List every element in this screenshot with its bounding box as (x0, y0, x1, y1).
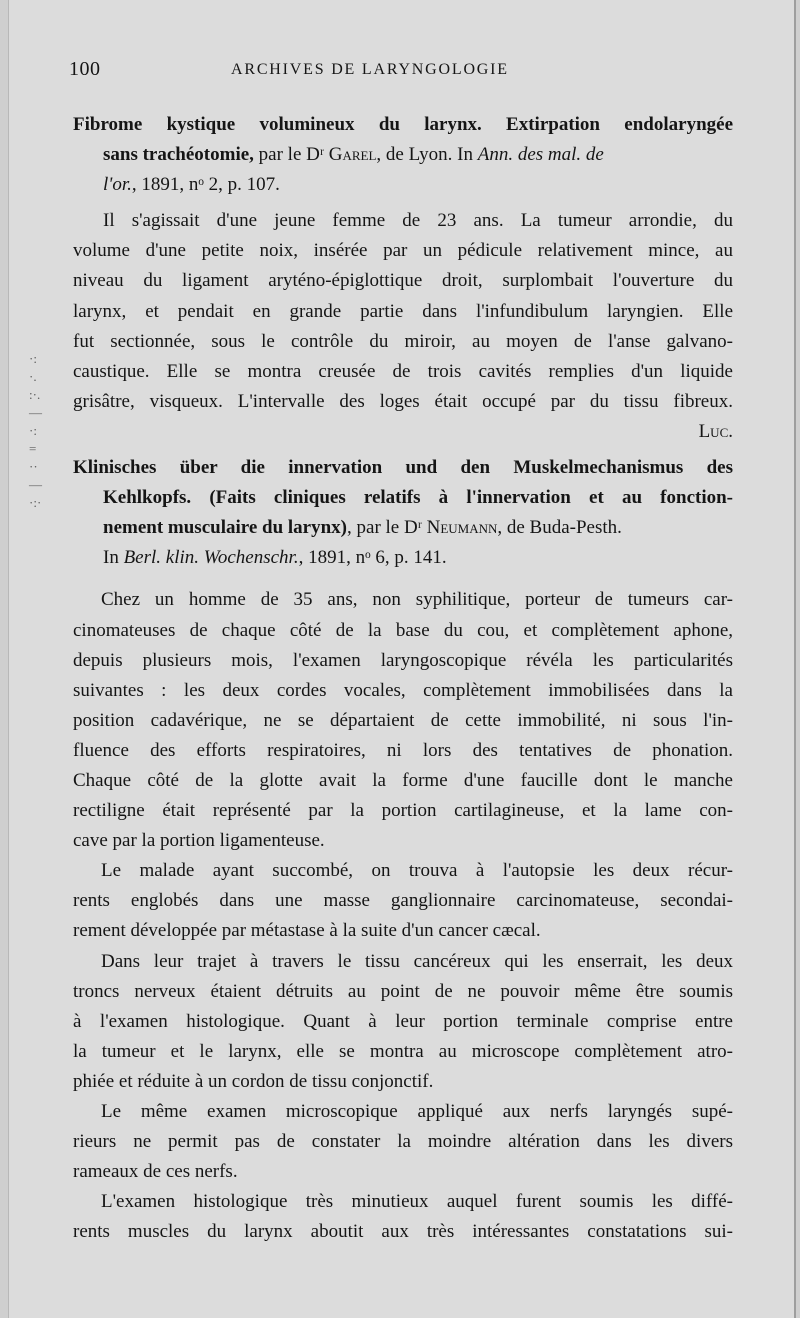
article-2-body-line: suivantes : les deux cordes vocales, complètement immobilisées dans la (73, 679, 733, 701)
article-1-body-line: niveau du ligament aryténo-épiglottique droit, surplombait l'ouverture du (73, 270, 733, 292)
article-1-author: Garel (328, 144, 377, 166)
article-2-body-line: Dans leur trajet à travers le tissu cancéreux qui les enserrait, les deux (101, 950, 733, 972)
article-1-title-line-2 (73, 140, 733, 170)
article-1-citation: , 1891, nᵒ 2, p. 107. (131, 174, 280, 196)
article-1-signature: Luc. (698, 420, 733, 442)
page-header (69, 58, 729, 88)
article-2-body-line: Le malade ayant succombé, on trouva à l'autopsie les deux récur- (101, 860, 733, 882)
article-1-title-line-1: Fibrome kystique volumineux du larynx. Extirpation endolaryngée (73, 114, 733, 135)
article-2-body-line: Le même examen microscopique appliqué aux nerfs laryngés supé- (101, 1101, 733, 1122)
article-2-body-line: L'examen histologique très minutieux auquel furent soumis les diffé- (101, 1191, 733, 1213)
article-2-author: Neumann (426, 517, 498, 539)
article-1-author-suffix: , de Lyon. In (376, 144, 478, 166)
article-1-body-line: Il s'agissait d'une jeune femme de 23 ans. La tumeur arrondie, du (103, 210, 733, 232)
article-2-author-prefix: , par le Dʳ (347, 517, 427, 539)
article-2-citation-line (73, 543, 733, 573)
article-2-body-line: troncs nerveux étaient détruits au point de ne pouvoir même être soumis (73, 980, 733, 1002)
article-2-body-line: cinomateuses de chaque côté de la base du cou, et complètement aphone, (73, 619, 733, 641)
article-2-title-line-3 (73, 513, 733, 543)
article-1 (73, 110, 733, 447)
article-2-title-line-1: Klinisches über die innervation und den Muskelmechanismus des (73, 457, 733, 479)
article-2-journal: Berl. klin. Wochenschr. (123, 547, 299, 569)
running-title: ARCHIVES DE LARYNGOLOGIE (231, 61, 509, 78)
article-2-title-end: nement musculaire du larynx) (103, 517, 348, 539)
page-number: 100 (69, 58, 101, 80)
margin-annotations: ·: ·. :·. — ·: = ·· — ·:· (29, 351, 42, 510)
article-1-title-end: sans trachéotomie, (103, 144, 254, 166)
article-2-body-line: à l'examen histologique. Quant à leur portion terminale comprise entre (73, 1010, 733, 1032)
article-2-body-line: Chaque côté de la glotte avait la forme d'une faucille dont le manche (73, 769, 733, 791)
article-1-citation-line (73, 170, 733, 200)
article-2-body-line: rieurs ne permit pas de constater la moindre altération dans les divers (73, 1131, 733, 1153)
article-2-body-line: fluence des efforts respiratoires, ni lors des tentatives de phonation. (73, 739, 733, 761)
article-1-journal: Ann. des mal. de (477, 144, 604, 166)
article-2-body-line: rents muscles du larynx aboutit aux très intéressantes constatations sui- (73, 1221, 733, 1243)
article-2-body-line: rement développée par métastase à la suite d'un cancer cæcal. (73, 920, 541, 942)
scanned-page (8, 0, 796, 1318)
article-2-citation-prefix: In (103, 547, 124, 569)
article-1-body-line: grisâtre, visqueux. L'intervalle des loges était occupé par du tissu fibreux. (73, 390, 733, 412)
article-2-body-line: rameaux de ces nerfs. (73, 1161, 238, 1183)
article-1-journal-cont: l'or. (103, 174, 132, 196)
article-2-body-line: la tumeur et le larynx, elle se montra au microscope complètement atro- (73, 1040, 733, 1062)
article-2-body-line: depuis plusieurs mois, l'examen laryngoscopique révéla les particularités (73, 649, 733, 671)
article-2-body-line: cave par la portion ligamenteuse. (73, 830, 325, 852)
article-1-body-line: caustique. Elle se montra creusée de trois cavités remplies d'un liquide (73, 360, 733, 382)
article-2 (73, 453, 733, 1247)
article-1-body-line: fut sectionnée, sous le contrôle du miroir, au moyen de l'anse galvano- (73, 330, 733, 352)
article-1-body-line: volume d'une petite noix, insérée par un pédicule relativement mince, au (73, 240, 733, 262)
article-1-body-line: larynx, et pendait en grande partie dans l'infundibulum laryngien. Elle (73, 300, 733, 322)
article-2-author-suffix: , de Buda-Pesth. (497, 517, 622, 539)
article-2-body-line: rectiligne était représenté par la portion cartilagineuse, et la lame con- (73, 800, 733, 822)
text-block (73, 110, 733, 1247)
article-2-body-line: rents englobés dans une masse ganglionnaire carcinomateuse, secondai- (73, 890, 733, 912)
article-2-body-line: phiée et réduite à un cordon de tissu conjonctif. (73, 1070, 434, 1092)
article-2-title-line-2: Kehlkopfs. (Faits cliniques relatifs à l'innervation et au fonction- (103, 487, 733, 509)
article-2-citation: , 1891, nᵒ 6, p. 141. (298, 547, 447, 569)
article-2-body-line: Chez un homme de 35 ans, non syphilitique, porteur de tumeurs car- (101, 589, 733, 611)
article-2-body-line: position cadavérique, ne se départaient de cette immobilité, ni sous l'in- (73, 709, 733, 731)
article-1-author-prefix: par le Dʳ (253, 144, 329, 166)
